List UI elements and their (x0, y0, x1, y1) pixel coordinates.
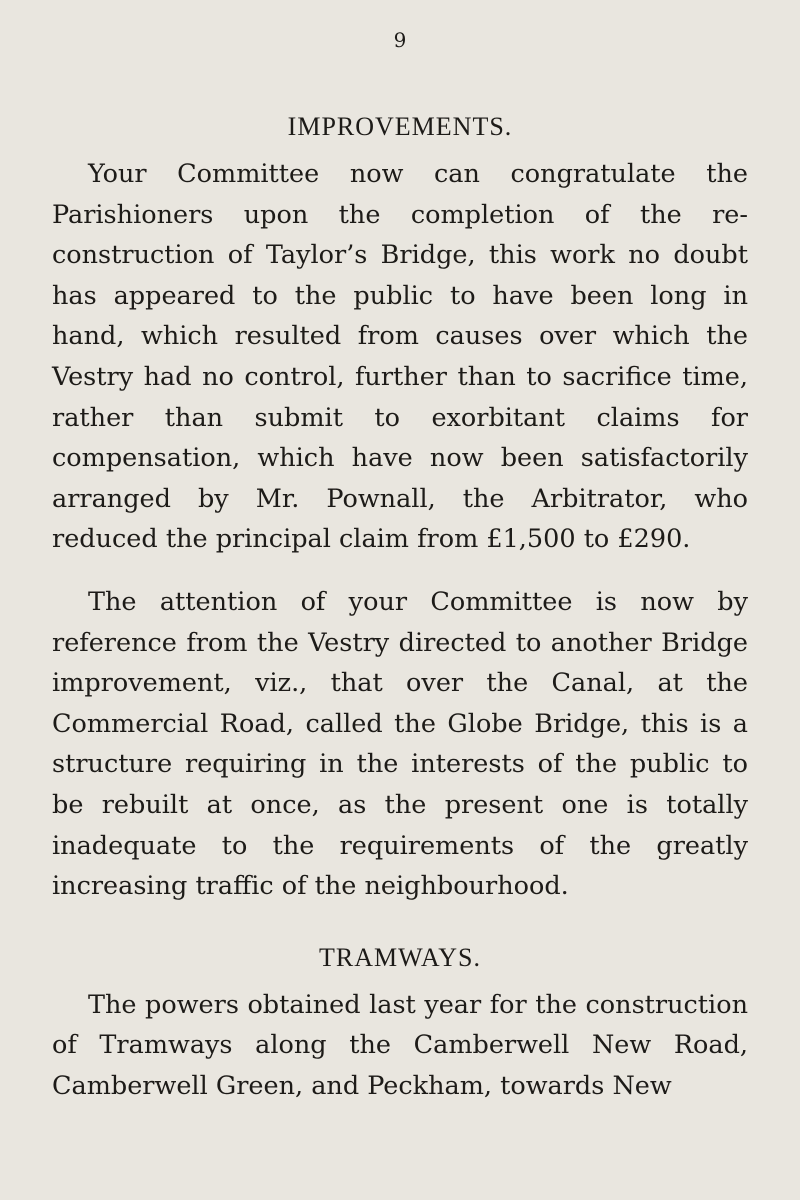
paragraph-globe-bridge: The attention of your Committee is now by reference from the Vestry directed to another Bridge improvement, viz., that over the Canal, at the Commercial Road, called the Globe Bridge, this is a structure requiring in the interests of the public to be rebuilt at once, as the present one is totally inadequate to the requirements of the greatly increasing traffic of the neighbourhood. (52, 586, 748, 902)
page-number: 9 (393, 28, 407, 52)
paragraph-tramways: The powers obtained last year for the construction of Tramways along the Camberwell New Road, Camberwell Green, and Peckham, towards New (52, 989, 748, 1101)
paragraph-taylors-bridge: Your Committee now can congratulate the Parishioners upon the completion of the re-construction of Taylor’s Bridge, this work no doubt has appeared to the public to have been long in hand, which resulted from causes over which the Vestry had no control, further than to sacrifice time, rather than submit to exorbitant claims for compensation, which have now been satisfactorily arranged by Mr. Pownall, the Arbitrator, who reduced the principal claim from £1,500 to £290. (52, 159, 748, 555)
section-heading-tramways: TRAMWAYS. (319, 942, 481, 972)
section-heading-improvements: IMPROVEMENTS. (287, 112, 513, 141)
